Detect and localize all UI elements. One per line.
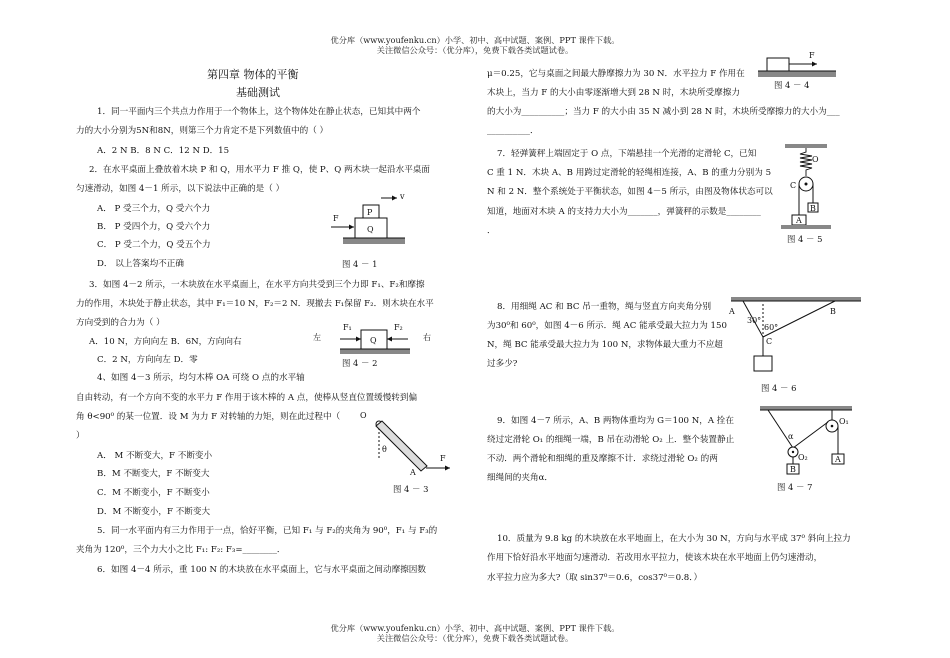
- section-subtitle: 基础测试: [236, 86, 280, 99]
- q9-line-3: 不动．两个滑轮和细绳的重及摩擦不计．求绕过滑轮 O₂ 的两: [487, 454, 718, 464]
- figure-4-3-caption: 图 4 － 3: [393, 484, 429, 494]
- ceiling: [731, 297, 861, 301]
- q2-option-b: B． P 受四个力，Q 受六个力: [97, 222, 211, 232]
- q2-option-d: D． 以上答案均不正确: [97, 259, 184, 269]
- figure-4-4-caption: 图 4 － 4: [774, 80, 810, 90]
- figure-4-2: [310, 320, 435, 360]
- q10-line-3: 水平拉力应为多大?（取 sin37⁰＝0.6，cos37⁰＝0.8．）: [487, 573, 703, 583]
- q3-options-ab: A．10 N，方向向左 B．6N，方向向右: [89, 337, 242, 347]
- label-a: A: [729, 307, 735, 316]
- footer-line-2: 关注微信公众号：（优分库），免费下载各类试题试卷。: [376, 633, 574, 643]
- q3-line-2: 力的作用，木块处于静止状态，其中 F₁＝10 N，F₂＝2 N．现撤去 F₁保留 F₂．则木块在水平: [76, 299, 434, 309]
- label-angle-30: 30°: [747, 316, 762, 325]
- q5-line-1: 5．同一水平面内有三力作用于一点，恰好平衡，已知 F₁ 与 F₂的夹角为 90⁰，F₁ 与 F₃的: [97, 526, 438, 536]
- q4-option-b: B．M 不断变大，F 不断变大: [97, 469, 210, 479]
- figure-4-1-ground: [343, 238, 405, 244]
- q6-line-3: 木块上，当力 F 的大小由零逐渐增大到 28 N 时，木块所受摩擦力: [487, 88, 740, 98]
- spring: [800, 148, 812, 176]
- label-a: A: [835, 455, 841, 464]
- floor: [781, 225, 831, 229]
- q8-line-4: 过多少?: [487, 359, 518, 369]
- label-right: 右: [423, 333, 431, 342]
- label-a: A: [410, 468, 416, 477]
- q8-line-1: 8．用细绳 AC 和 BC 吊一重物，绳与竖直方向夹角分别: [497, 302, 712, 312]
- q6-line-4: 的大小为__________；当力 F 的大小由 35 N 减小到 28 N 时，木块所受摩擦力的大小为___: [487, 107, 840, 117]
- q4-option-c: C．M 不断变小，F 不断变小: [97, 488, 210, 498]
- footer-line-1: 优分库（www.youfenku.cn）小学、初中、高中试题、案例、PPT 课件下载。: [330, 623, 620, 633]
- label-c: C: [790, 181, 797, 190]
- q4-option-a: A． M 不断变大，F 不断变小: [97, 451, 213, 461]
- q4-line-1: 4、如图 4－3 所示，均匀木棒 OA 可绕 O 点的水平轴: [97, 373, 305, 383]
- figure-4-1-caption: 图 4 － 1: [342, 259, 378, 269]
- q4-line-4: ）: [76, 431, 85, 441]
- q9-line-4: 细绳间的夹角α．: [487, 473, 553, 483]
- weight: [754, 356, 772, 371]
- label-f: F: [440, 454, 446, 463]
- figure-4-7: [758, 406, 868, 482]
- velocity-arrowhead: [392, 196, 397, 201]
- label-o: O: [812, 155, 819, 164]
- label-p: P: [367, 208, 373, 217]
- label-b: B: [790, 465, 796, 474]
- q10-line-1: 10．质量为 9.8 kg 的木块放在水平地面上，在大小为 30 N，方向与水平成 37⁰ 斜向上拉力: [497, 534, 851, 544]
- q3-line-1: 3．如图 4－2 所示，一木块放在水平桌面上，在水平方向共受到三个力即 F₁、F₂和摩擦: [89, 280, 425, 290]
- label-theta: θ: [382, 445, 387, 454]
- label-o: O: [360, 411, 367, 420]
- q4-option-d: D．M 不断变小，F 不断变大: [97, 507, 211, 517]
- ceiling: [785, 144, 827, 148]
- label-f1: F₁: [343, 323, 352, 332]
- figure-4-7-caption: 图 4 － 7: [777, 482, 813, 492]
- rope-to-o1: [793, 422, 828, 448]
- rope-fixed: [768, 410, 793, 448]
- block: [767, 58, 789, 71]
- q7-line-5: ．: [487, 226, 496, 236]
- q2-line-2: 匀速滑动，如图 4－1 所示，以下说法中正确的是（ ）: [76, 184, 285, 194]
- label-b: B: [830, 307, 836, 316]
- force-f1-arrowhead: [356, 337, 361, 342]
- q3-options-cd: C．2 N，方向向左 D．零: [97, 355, 198, 365]
- q7-line-2: C 重 1 N．木块 A、B 用跨过定滑轮的轻绳相连接，A、B 的重力分别为 5: [487, 168, 772, 178]
- q7-line-4: 知道，地面对木块 A 的支持力大小为_______，弹簧秤的示数是________: [487, 207, 761, 217]
- q7-line-3: N 和 2 N．整个系统处于平衡状态，如图 4－5 所示，由图及物体状态可以: [487, 187, 773, 197]
- q6-line-5: __________．: [487, 126, 539, 136]
- label-f: F: [809, 51, 815, 60]
- label-f: F: [333, 214, 339, 223]
- q4-line-2: 自由转动，有一个方向不变的水平力 F 作用于该木棒的 A 点，使棒从竖直位置缓慢转到偏: [76, 393, 418, 403]
- q6-line-1: 6．如图 4－4 所示，重 100 N 的木块放在水平桌面上，它与水平桌面之间动摩擦因数: [97, 565, 426, 575]
- figure-4-2-ground: [340, 349, 410, 354]
- label-f2: F₂: [394, 323, 403, 332]
- q2-line-1: 2．在水平桌面上叠放着木块 P 和 Q，用水平力 F 推 Q，使 P、Q 两木块一起沿水平桌面: [89, 165, 430, 175]
- figure-4-2-caption: 图 4 － 2: [342, 358, 378, 368]
- q4-line-3: 角 θ<90⁰ 的某一位置．设 M 为力 F 对转轴的力矩，则在此过程中（: [76, 412, 341, 422]
- chapter-title: 第四章 物体的平衡: [207, 68, 299, 81]
- force-f-arrowhead: [349, 225, 354, 230]
- label-a: A: [796, 216, 802, 225]
- label-c: C: [766, 337, 773, 346]
- label-q: Q: [367, 225, 374, 234]
- label-v: v: [400, 192, 405, 201]
- label-b: B: [810, 204, 816, 213]
- q8-line-3: N，绳 BC 能承受最大拉力为 100 N，求物体最大重力不应超: [487, 340, 723, 350]
- q9-line-1: 9．如图 4－7 所示，A、B 两物体重均为 G＝100 N，A 拴在: [497, 416, 734, 426]
- q2-option-c: C． P 受二个力，Q 受五个力: [97, 240, 211, 250]
- q1-line-1: 1．同一平面内三个共点力作用于一个物体上，这个物体处在静止状态，已知其中两个: [97, 107, 421, 117]
- q10-line-2: 作用下恰好沿水平地面匀速滑动．若改用水平拉力，使该木块在水平地面上仍匀速滑动，: [487, 553, 823, 563]
- figure-4-3: [360, 408, 460, 483]
- header-line-1: 优分库（www.youfenku.cn）小学、初中、高中试题、案例、PPT 课件下载。: [330, 35, 620, 45]
- figure-4-1: [325, 188, 415, 258]
- q8-line-2: 为30⁰和 60⁰，如图 4－6 所示．绳 AC 能承受最大拉力为 150: [487, 321, 727, 331]
- label-angle-60: 60°: [764, 323, 779, 332]
- header-line-2: 关注微信公众号：（优分库），免费下载各类试题试卷。: [376, 45, 574, 55]
- force-f2-arrowhead: [387, 337, 392, 342]
- q3-line-3: 方向受到的合力为（ ）: [76, 318, 165, 328]
- q2-option-a: A． P 受三个力，Q 受六个力: [97, 204, 211, 214]
- q9-line-2: 绕过定滑轮 O₁ 的细绳一端，B 吊在动滑轮 O₂ 上．整个装置静止: [487, 435, 735, 445]
- force-f-arrowhead: [812, 62, 817, 67]
- page-footer: [0, 623, 950, 643]
- label-o1: O₁: [839, 417, 849, 426]
- label-q: Q: [370, 336, 377, 345]
- figure-4-6-caption: 图 4 － 6: [761, 383, 797, 393]
- force-f-arrowhead: [445, 466, 450, 471]
- q5-line-2: 夹角为 120⁰，三个力大小之比 F₁: F₂: F₃=________．: [76, 545, 286, 555]
- label-o2: O₂: [798, 453, 808, 462]
- figure-4-6: [725, 294, 870, 379]
- q6-line-2: μ＝0.25，它与桌面之间最大静摩擦力为 30 N．水平拉力 F 作用在: [487, 69, 745, 79]
- figure-4-5: [775, 144, 845, 236]
- label-alpha: α: [788, 432, 794, 441]
- q1-line-2: 力的大小分别为5N和8N，则第三个力肯定不是下列数值中的（ ）: [76, 126, 329, 136]
- ceiling: [760, 406, 852, 410]
- q7-line-1: 7．轻弹簧秤上端固定于 O 点，下端悬挂一个光滑的定滑轮 C，已知: [497, 149, 757, 159]
- label-left: 左: [313, 333, 321, 342]
- figure-4-5-caption: 图 4 － 5: [787, 234, 823, 244]
- figure-4-4-ground: [758, 71, 836, 77]
- q1-options: A．2 N B．8 N C．12 N D．15: [97, 146, 230, 156]
